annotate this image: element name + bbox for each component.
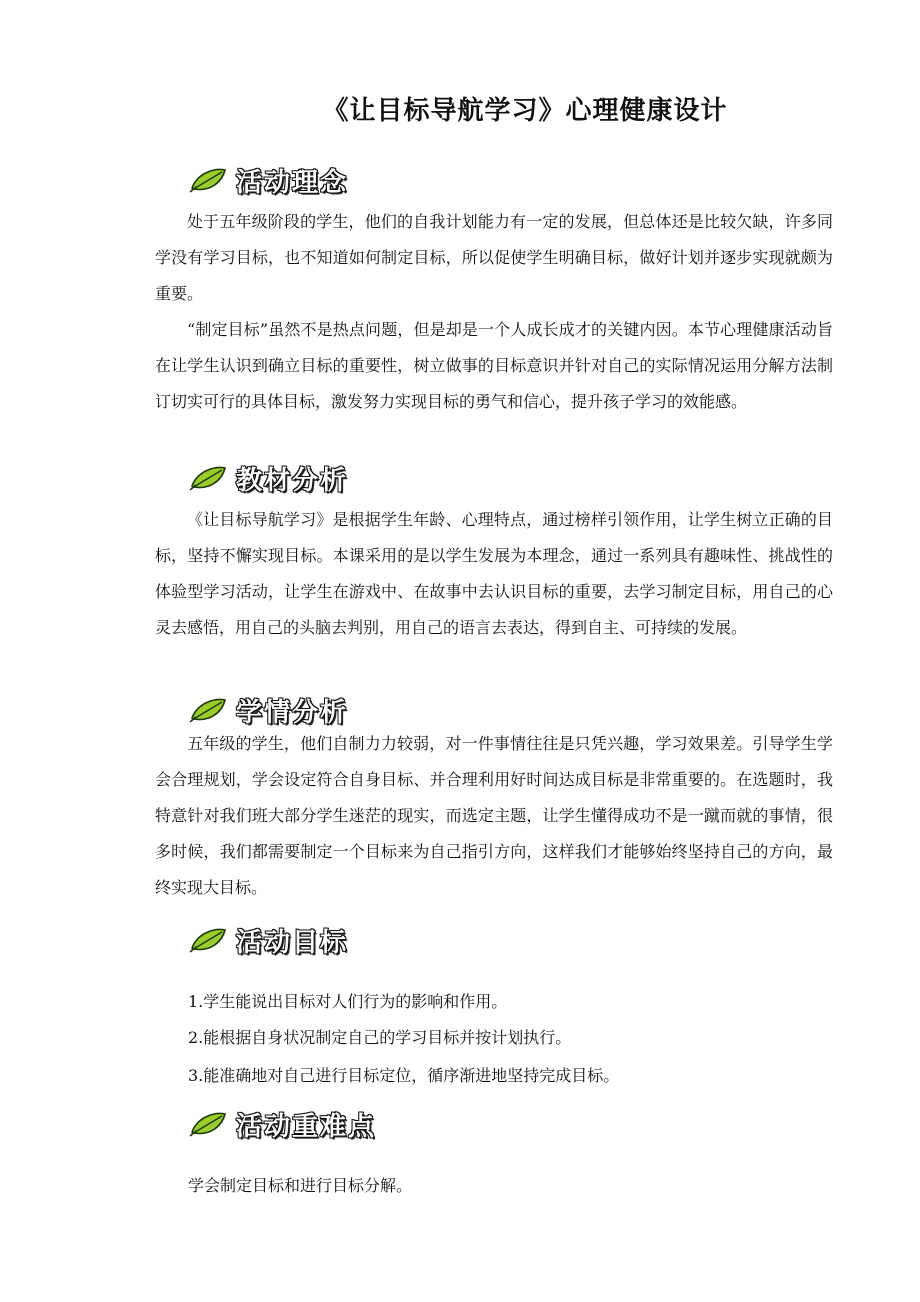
paragraph: 处于五年级阶段的学生，他们的自我计划能力有一定的发展，但总体还是比较欠缺，许多同学没有学习目标，也不知道如何制定目标，所以促使学生明确目标，做好计划并逐步实现就颇为重要。 [155, 212, 833, 303]
paragraph: 五年级的学生，他们自制力力较弱，对一件事情往往是只凭兴趣，学习效果差。引导学生学会合理规划，学会设定符合自身目标、并合理利用好时间达成目标是非常重要的。在选题时，我特意针对我们班大部分学生迷茫的现实，而选定主题，让学生懂得成功不是一蹴而就的事情，很多时候，我们都需要制定一个目标来为自己指引方向，这样我们才能够始终坚持自己的方向，最终实现大目标。 [155, 734, 833, 897]
leaf-icon [188, 926, 228, 954]
list-item: 2.能根据自身状况制定自己的学习目标并按计划执行。 [188, 1028, 572, 1047]
section-heading-goals [188, 918, 348, 962]
list-item: 3.能准确地对自己进行目标定位，循序渐进地坚持完成目标。 [188, 1066, 620, 1085]
document-title: 《让目标导航学习》心理健康设计 [322, 96, 728, 126]
section-heading-key-points [188, 1102, 376, 1146]
section-heading-text: 学情分析 [236, 697, 349, 728]
section-heading-text: 活动理念 [236, 167, 349, 198]
section-heading-text: 活动目标 [236, 927, 349, 958]
leaf-icon [188, 1110, 228, 1138]
section-heading-text: 教材分析 [236, 465, 349, 496]
paragraph: 《让目标导航学习》是根据学生年龄、心理特点，通过榜样引领作用，让学生树立正确的目标，坚持不懈实现目标。本课采用的是以学生发展为本理念，通过一系列具有趣味性、挑战性的体验型学习活动，让学生在游戏中、在故事中去认识目标的重要，去学习制定目标，用自己的心灵去感悟，用自己的头脑去判别，用自己的语言去表达，得到自主、可持续的发展。 [155, 510, 833, 637]
leaf-icon [188, 696, 228, 724]
list-item: 1.学生能说出目标对人们行为的影响和作用。 [188, 992, 508, 1011]
key-points-text: 学会制定目标和进行目标分解。 [188, 1176, 413, 1195]
section-heading-materials [188, 456, 348, 500]
leaf-icon [188, 166, 228, 194]
section-heading-concept [188, 158, 348, 202]
paragraph: “制定目标”虽然不是热点问题，但是却是一个人成长成才的关键内因。本节心理健康活动旨在让学生认识到确立目标的重要性，树立做事的目标意识并针对自己的实际情况运用分解方法制订切实可行的具体目标，激发努力实现目标的勇气和信心，提升孩子学习的效能感。 [155, 320, 833, 411]
section-heading-text: 活动重难点 [236, 1111, 377, 1142]
leaf-icon [188, 464, 228, 492]
